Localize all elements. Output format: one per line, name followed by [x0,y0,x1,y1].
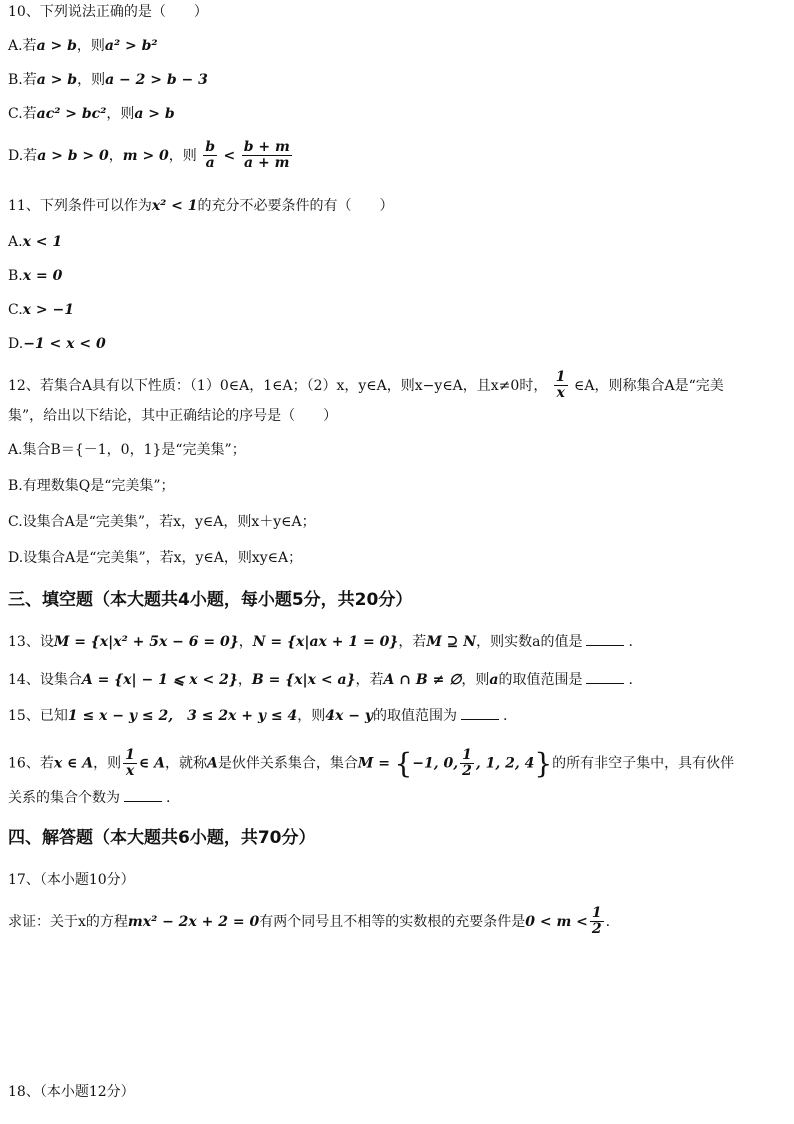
q14 [8,672,633,690]
math-expr: a > b [134,106,175,122]
fraction-denominator: 2 [462,763,472,779]
q11-option-a [8,234,62,252]
math-expr: a > b > 0 [37,147,109,164]
fraction-denominator: x [556,385,565,402]
q17-stem: 17、（本小题10分） [8,872,135,888]
math-expr: 4x − y [325,708,373,724]
stem-text: ，则实数a的值是 [476,634,583,650]
math-expr: x ∈ A [53,755,94,772]
math-expr: x < 1 [22,234,63,250]
stem-text: 的取值范围为 [372,708,457,724]
q11-option-b [8,268,62,286]
fraction-denominator: 2 [591,921,602,938]
left-brace: { [394,747,413,780]
stem-text: ，则 [461,672,490,688]
fraction-numerator: 1 [462,746,472,763]
stem-text: 的所有非空子集中，具有伙伴 [552,755,735,772]
q12-stem-line2: 集”，给出以下结论，其中正确结论的序号是（ ） [8,408,338,424]
stem-text: 有两个同号且不相等的实数根的充要条件是 [259,913,526,930]
stem-text: 的取值范围是 [498,672,583,688]
stem-text: ，则 [93,755,122,772]
math-expr: a > b [36,38,77,54]
math-expr: 0 < m < [525,913,588,930]
stem-text: 13、设 [8,634,54,650]
answer-blank[interactable] [461,718,499,720]
math-expr: A [207,755,218,772]
q13 [8,634,633,652]
option-label: D. [8,336,24,352]
math-expr: ac² > bc² [36,106,107,122]
fraction [242,140,292,172]
option-label: B. [8,268,23,284]
math-expr: a − 2 > b − 3 [105,72,208,88]
q11-option-d [8,336,106,354]
math-expr: ∈ A [138,755,166,772]
fraction-denominator: a [205,155,215,172]
stem-text: 是伙伴关系集合，集合 [217,755,358,772]
option-label: A. [8,234,23,250]
fraction [590,906,604,938]
q12-option-c: C.设集合A是“完美集”，若x，y∈A，则x＋y∈A； [8,514,316,530]
fraction [203,140,217,172]
fraction-numerator: 1 [555,369,566,385]
stem-text: . [166,790,171,806]
stem-text: ，则 [297,708,326,724]
math-expr: a [489,672,499,688]
math-expr: A = {x| − 1 ⩽ x < 2} [81,672,238,688]
stem-text: ， [238,634,253,650]
section-4-heading: 四、解答题（本大题共6小题，共70分） [8,828,316,848]
math-expr: x² < 1 [151,198,198,214]
stem-text: 15、已知 [8,708,68,724]
stem-text: ∈A，则称集合A是“完美 [573,377,724,394]
stem-text: ，若 [398,634,427,650]
q12-stem [8,370,724,402]
math-expr: B = {x|x < a} [251,672,356,688]
set-items: −1, 0, [412,755,459,772]
fraction-numerator: 1 [125,746,135,763]
q10-option-d [8,140,294,172]
fraction [554,370,568,402]
q10-option-b [8,72,208,90]
stem-text: ， [237,672,252,688]
stem-text: ，若 [355,672,384,688]
answer-blank[interactable] [586,644,624,646]
q10-option-c [8,106,175,124]
option-text: ，则 [168,147,197,164]
q11-option-c [8,302,74,320]
option-text: ，则 [76,38,105,54]
stem-text: 14、设集合 [8,672,82,688]
option-label: C.若 [8,106,37,122]
answer-blank[interactable] [124,800,162,802]
answer-blank[interactable] [586,682,624,684]
stem-text: 求证：关于x的方程 [8,913,128,930]
q10-option-a [8,38,158,56]
stem-text: . [628,634,633,650]
math-expr: −1 < x < 0 [23,336,106,352]
q10-stem: 10、下列说法正确的是（ ） [8,4,208,20]
stem-text: . [502,708,508,724]
math-expr: 1 ≤ x − y ≤ 2, 3 ≤ 2x + y ≤ 4 [67,708,298,724]
option-label: D.若 [8,147,38,164]
math-expr: x = 0 [22,268,63,284]
right-brace: } [534,747,553,780]
fraction [123,748,137,780]
option-label: A.若 [8,38,37,54]
math-expr: A ∩ B ≠ ∅ [383,672,462,688]
set-items: , 1, 2, 4 [475,755,535,772]
fraction-numerator: b + m [243,139,290,155]
stem-text: 的充分不必要条件的有（ ） [197,198,394,214]
stem-text: 11、下列条件可以作为 [8,198,152,214]
math-expr: mx² − 2x + 2 = 0 [127,913,260,930]
q12-option-b: B.有理数集Q是“完美集”； [8,478,175,494]
q16-line2 [8,790,170,808]
math-expr: < [223,147,236,164]
fraction-numerator: 1 [591,905,602,921]
stem-text: 16、若 [8,755,54,772]
math-expr: x > −1 [22,302,74,318]
fraction [460,748,474,780]
stem-text: 关系的集合个数为 [8,790,120,806]
stem-text: 12、若集合A具有以下性质：（1）0∈A，1∈A；（2）x，y∈A，则x−y∈A，且x≠0时， [8,377,548,394]
section-3-heading: 三、填空题（本大题共4小题，每小题5分，共20分） [8,590,413,610]
q18-stem: 18、（本小题12分） [8,1084,135,1100]
option-label: B.若 [8,72,37,88]
q17-proof [8,906,610,938]
math-expr: M = {x|x² + 5x − 6 = 0} [53,634,239,650]
stem-text: ，就称 [165,755,208,772]
option-label: C. [8,302,23,318]
math-expr: a > b [36,72,78,88]
q16 [8,746,734,781]
fraction-denominator: x [125,763,135,779]
math-expr: M ⊇ N [426,634,477,650]
option-text: ，则 [77,72,106,88]
stem-text: . [605,913,611,930]
q11-stem [8,198,394,216]
q15 [8,708,507,726]
math-expr: N = {x|ax + 1 = 0} [252,634,399,650]
fraction-denominator: a + m [244,155,290,172]
q12-option-d: D.设集合A是“完美集”，若x，y∈A，则xy∈A； [8,550,303,566]
q12-option-a: A.集合B＝{－1，0，1}是“完美集”； [8,442,246,458]
math-expr: M = [357,755,390,772]
math-expr: a² > b² [104,38,158,54]
option-text: ，则 [106,106,135,122]
math-expr: m > 0 [122,147,169,164]
fraction-numerator: b [205,139,216,155]
stem-text: . [628,672,633,688]
option-text: ， [108,147,123,164]
